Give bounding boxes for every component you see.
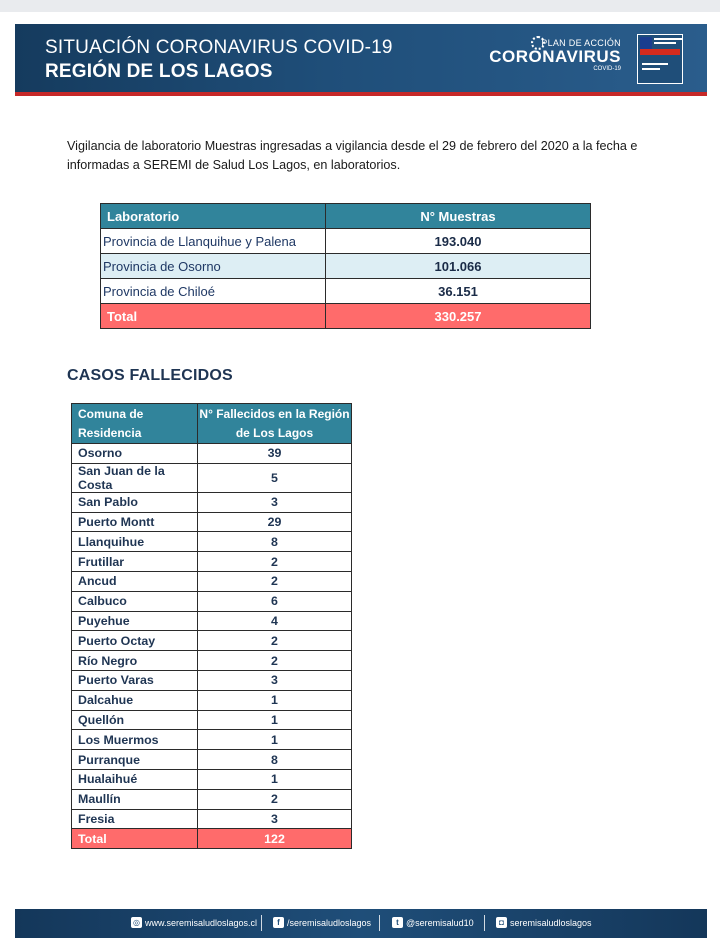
count-cell: 6 (198, 591, 352, 611)
plan-small-text: PLAN DE ACCIÓN (541, 38, 621, 48)
comuna-cell: Dalcahue (72, 690, 198, 710)
table-row (72, 809, 352, 829)
table-row (72, 591, 352, 611)
count-cell: 1 (198, 710, 352, 730)
comuna-cell: Río Negro (72, 651, 198, 671)
header-comuna: Comuna de Residencia (72, 404, 198, 444)
comuna-cell: Los Muermos (72, 730, 198, 750)
header-muestras: N° Muestras (326, 204, 591, 229)
table-row (101, 279, 591, 304)
government-logo-icon (637, 34, 683, 84)
footer-divider (261, 915, 262, 931)
top-strip (0, 0, 720, 12)
footer-twitter-text: @seremisalud10 (406, 917, 474, 928)
count-cell: 8 (198, 532, 352, 552)
deaths-table (71, 403, 352, 849)
count-cell: 1 (198, 690, 352, 710)
comuna-cell: Osorno (72, 444, 198, 464)
footer-divider (484, 915, 485, 931)
page-footer (15, 909, 707, 938)
comuna-cell: San Pablo (72, 492, 198, 512)
table-row (72, 532, 352, 552)
count-cell: 8 (198, 750, 352, 770)
table-row (72, 512, 352, 532)
comuna-cell: Calbuco (72, 591, 198, 611)
comuna-cell: Quellón (72, 710, 198, 730)
table-row (72, 611, 352, 631)
comuna-cell: Ancud (72, 571, 198, 591)
count-cell: 1 (198, 730, 352, 750)
instagram-icon: ◘ (496, 917, 507, 928)
table-header-row (101, 204, 591, 229)
header-fallecidos: N° Fallecidos en la Región de Los Lagos (198, 404, 352, 444)
total-label-cell: Total (72, 829, 198, 849)
table-row (72, 670, 352, 690)
globe-icon: ◎ (131, 917, 142, 928)
footer-web-text: www.seremisaludloslagos.cl (145, 917, 258, 928)
lab-name-cell: Provincia de Osorno (101, 254, 326, 279)
table-row (72, 463, 352, 492)
table-row (101, 254, 591, 279)
comuna-cell: Puyehue (72, 611, 198, 631)
table-row (72, 651, 352, 671)
footer-facebook-link[interactable] (273, 917, 371, 928)
lab-name-cell: Provincia de Llanquihue y Palena (101, 229, 326, 254)
lab-samples-table (100, 203, 591, 329)
count-cell: 2 (198, 631, 352, 651)
comuna-cell: Purranque (72, 750, 198, 770)
count-cell: 5 (198, 463, 352, 492)
table-row (72, 492, 352, 512)
comuna-cell: Puerto Octay (72, 631, 198, 651)
table-row (72, 769, 352, 789)
count-cell: 2 (198, 552, 352, 572)
page-header-banner (15, 24, 707, 96)
header-title-line2: REGIÓN DE LOS LAGOS (45, 61, 273, 82)
count-cell: 4 (198, 611, 352, 631)
table-row (72, 690, 352, 710)
table-row (72, 571, 352, 591)
intro-paragraph: Vigilancia de laboratorio Muestras ingresadas a vigilancia desde el 29 de febrero del 2020 a la fecha e informadas a SEREMI de Salud Los Lagos, en laboratorios. (67, 139, 638, 172)
table-row (72, 710, 352, 730)
header-title-line1: SITUACIÓN CORONAVIRUS COVID-19 (45, 37, 393, 58)
total-label-cell: Total (101, 304, 326, 329)
count-cell: 29 (198, 512, 352, 532)
footer-twitter-link[interactable] (392, 917, 474, 928)
count-cell: 2 (198, 789, 352, 809)
comuna-cell: San Juan de la Costa (72, 463, 198, 492)
table-header-row (72, 404, 352, 444)
table-row (72, 552, 352, 572)
comuna-cell: Puerto Varas (72, 670, 198, 690)
header-laboratorio: Laboratorio (101, 204, 326, 229)
table-row (101, 229, 591, 254)
count-cell: 2 (198, 651, 352, 671)
header-red-line (15, 92, 707, 96)
comuna-cell: Maullín (72, 789, 198, 809)
footer-instagram-link[interactable] (496, 917, 592, 928)
section-title-fallecidos: CASOS FALLECIDOS (67, 367, 233, 384)
plan-accion-logo (489, 38, 621, 72)
lab-value-cell: 36.151 (326, 279, 591, 304)
comuna-cell: Frutillar (72, 552, 198, 572)
twitter-icon: t (392, 917, 403, 928)
table-row (72, 631, 352, 651)
count-cell: 3 (198, 670, 352, 690)
lab-value-cell: 101.066 (326, 254, 591, 279)
lab-value-cell: 193.040 (326, 229, 591, 254)
comuna-cell: Llanquihue (72, 532, 198, 552)
plan-sub-text: COVID-19 (593, 66, 621, 72)
total-row (72, 829, 352, 849)
comuna-cell: Puerto Montt (72, 512, 198, 532)
count-cell: 3 (198, 809, 352, 829)
facebook-icon: f (273, 917, 284, 928)
table-row (72, 444, 352, 464)
footer-web-link[interactable] (131, 917, 257, 928)
table-row (72, 730, 352, 750)
comuna-cell: Fresia (72, 809, 198, 829)
footer-divider (379, 915, 380, 931)
table-row (72, 750, 352, 770)
total-value-cell: 330.257 (326, 304, 591, 329)
table-row (72, 789, 352, 809)
count-cell: 2 (198, 571, 352, 591)
count-cell: 1 (198, 769, 352, 789)
lab-name-cell: Provincia de Chiloé (101, 279, 326, 304)
comuna-cell: Hualaihué (72, 769, 198, 789)
footer-instagram-text: seremisaludloslagos (510, 917, 592, 928)
count-cell: 3 (198, 492, 352, 512)
plan-big-text: CORONAVIRUS (489, 47, 621, 66)
count-cell: 39 (198, 444, 352, 464)
footer-facebook-text: /seremisaludloslagos (287, 917, 372, 928)
total-value-cell: 122 (198, 829, 352, 849)
total-row (101, 304, 591, 329)
